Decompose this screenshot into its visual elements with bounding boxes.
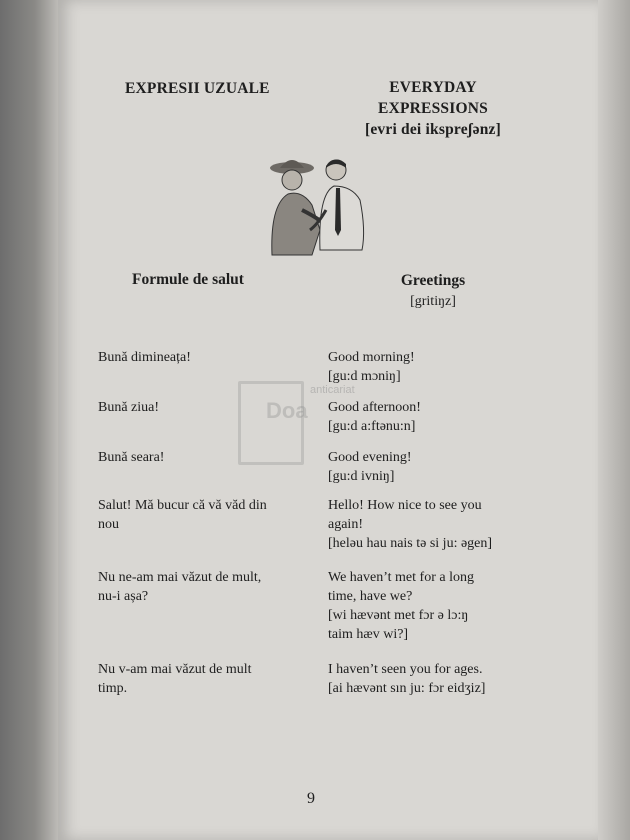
phrase-ro-line: Nu v-am mai văzut de mult	[98, 662, 252, 677]
phrase-ro-line: nou	[98, 517, 119, 532]
phrase-en-pronunciation: [wi hævənt met fɔr ə lɔ:ŋ	[328, 608, 469, 623]
phrase-en-line: Hello! How nice to see you	[328, 498, 482, 513]
phrase-ro-line: nu-i așa?	[98, 589, 149, 604]
phrase-en-line: We haven’t met for a long	[328, 570, 474, 585]
phrase-ro-4	[98, 496, 313, 534]
section-title-romanian: Formule de salut	[132, 271, 244, 288]
phrase-ro-line: Bună seara!	[98, 450, 165, 465]
heading-english-line1: EVERYDAY	[389, 79, 477, 96]
section-title-english	[368, 270, 498, 312]
section-title-english-pronunciation: [gritiŋz]	[410, 294, 456, 309]
phrase-en-5	[328, 568, 543, 644]
phrase-en-line: time, have we?	[328, 589, 413, 604]
book-spine-shadow	[0, 0, 58, 840]
phrase-en-line: again!	[328, 517, 363, 532]
heading-english-line2: EXPRESSIONS	[378, 100, 488, 117]
heading-romanian: EXPRESII UZUALE	[125, 80, 270, 97]
phrase-ro-2	[98, 398, 313, 417]
phrase-en-line: I haven’t seen you for ages.	[328, 662, 483, 677]
phrase-en-pronunciation: [gu:d mɔniŋ]	[328, 369, 401, 384]
phrase-en-1	[328, 348, 543, 386]
watermark-site: anticariat	[310, 384, 355, 396]
heading-english-pronunciation: [evri dei ikspreʃənz]	[364, 121, 502, 138]
phrase-ro-line: timp.	[98, 681, 128, 696]
phrase-en-pronunciation: taim hæv wi?]	[328, 627, 409, 642]
phrase-en-2	[328, 398, 543, 436]
page-number: 9	[307, 790, 315, 807]
phrase-en-pronunciation: [ai hævənt sın ju: fɔr eidʒiz]	[328, 681, 486, 696]
phrase-ro-line: Bună dimineața!	[98, 350, 191, 365]
phrase-en-4	[328, 496, 543, 553]
phrase-en-6	[328, 660, 543, 698]
page-edge	[598, 0, 630, 840]
phrase-en-pronunciation: [heləu hau nais tə si ju: əgen]	[328, 536, 493, 551]
watermark-brand: Doa	[266, 398, 308, 423]
phrase-ro-1	[98, 348, 313, 367]
phrase-ro-6	[98, 660, 313, 698]
phrase-en-line: Good afternoon!	[328, 400, 421, 415]
phrase-ro-line: Nu ne-am mai văzut de mult,	[98, 570, 262, 585]
greeting-illustration	[262, 150, 374, 258]
phrase-ro-line: Salut! Mă bucur că vă văd din	[98, 498, 267, 513]
phrase-en-line: Good morning!	[328, 350, 415, 365]
phrase-en-3	[328, 448, 543, 486]
phrase-ro-line: Bună ziua!	[98, 400, 160, 415]
phrase-en-pronunciation: [gu:d ivniŋ]	[328, 469, 395, 484]
section-title-english-text: Greetings	[400, 272, 466, 289]
phrase-ro-5	[98, 568, 313, 606]
phrase-en-line: Good evening!	[328, 450, 412, 465]
heading-english	[338, 77, 528, 140]
phrase-ro-3	[98, 448, 313, 467]
phrase-en-pronunciation: [gu:d a:ftənu:n]	[328, 419, 416, 434]
